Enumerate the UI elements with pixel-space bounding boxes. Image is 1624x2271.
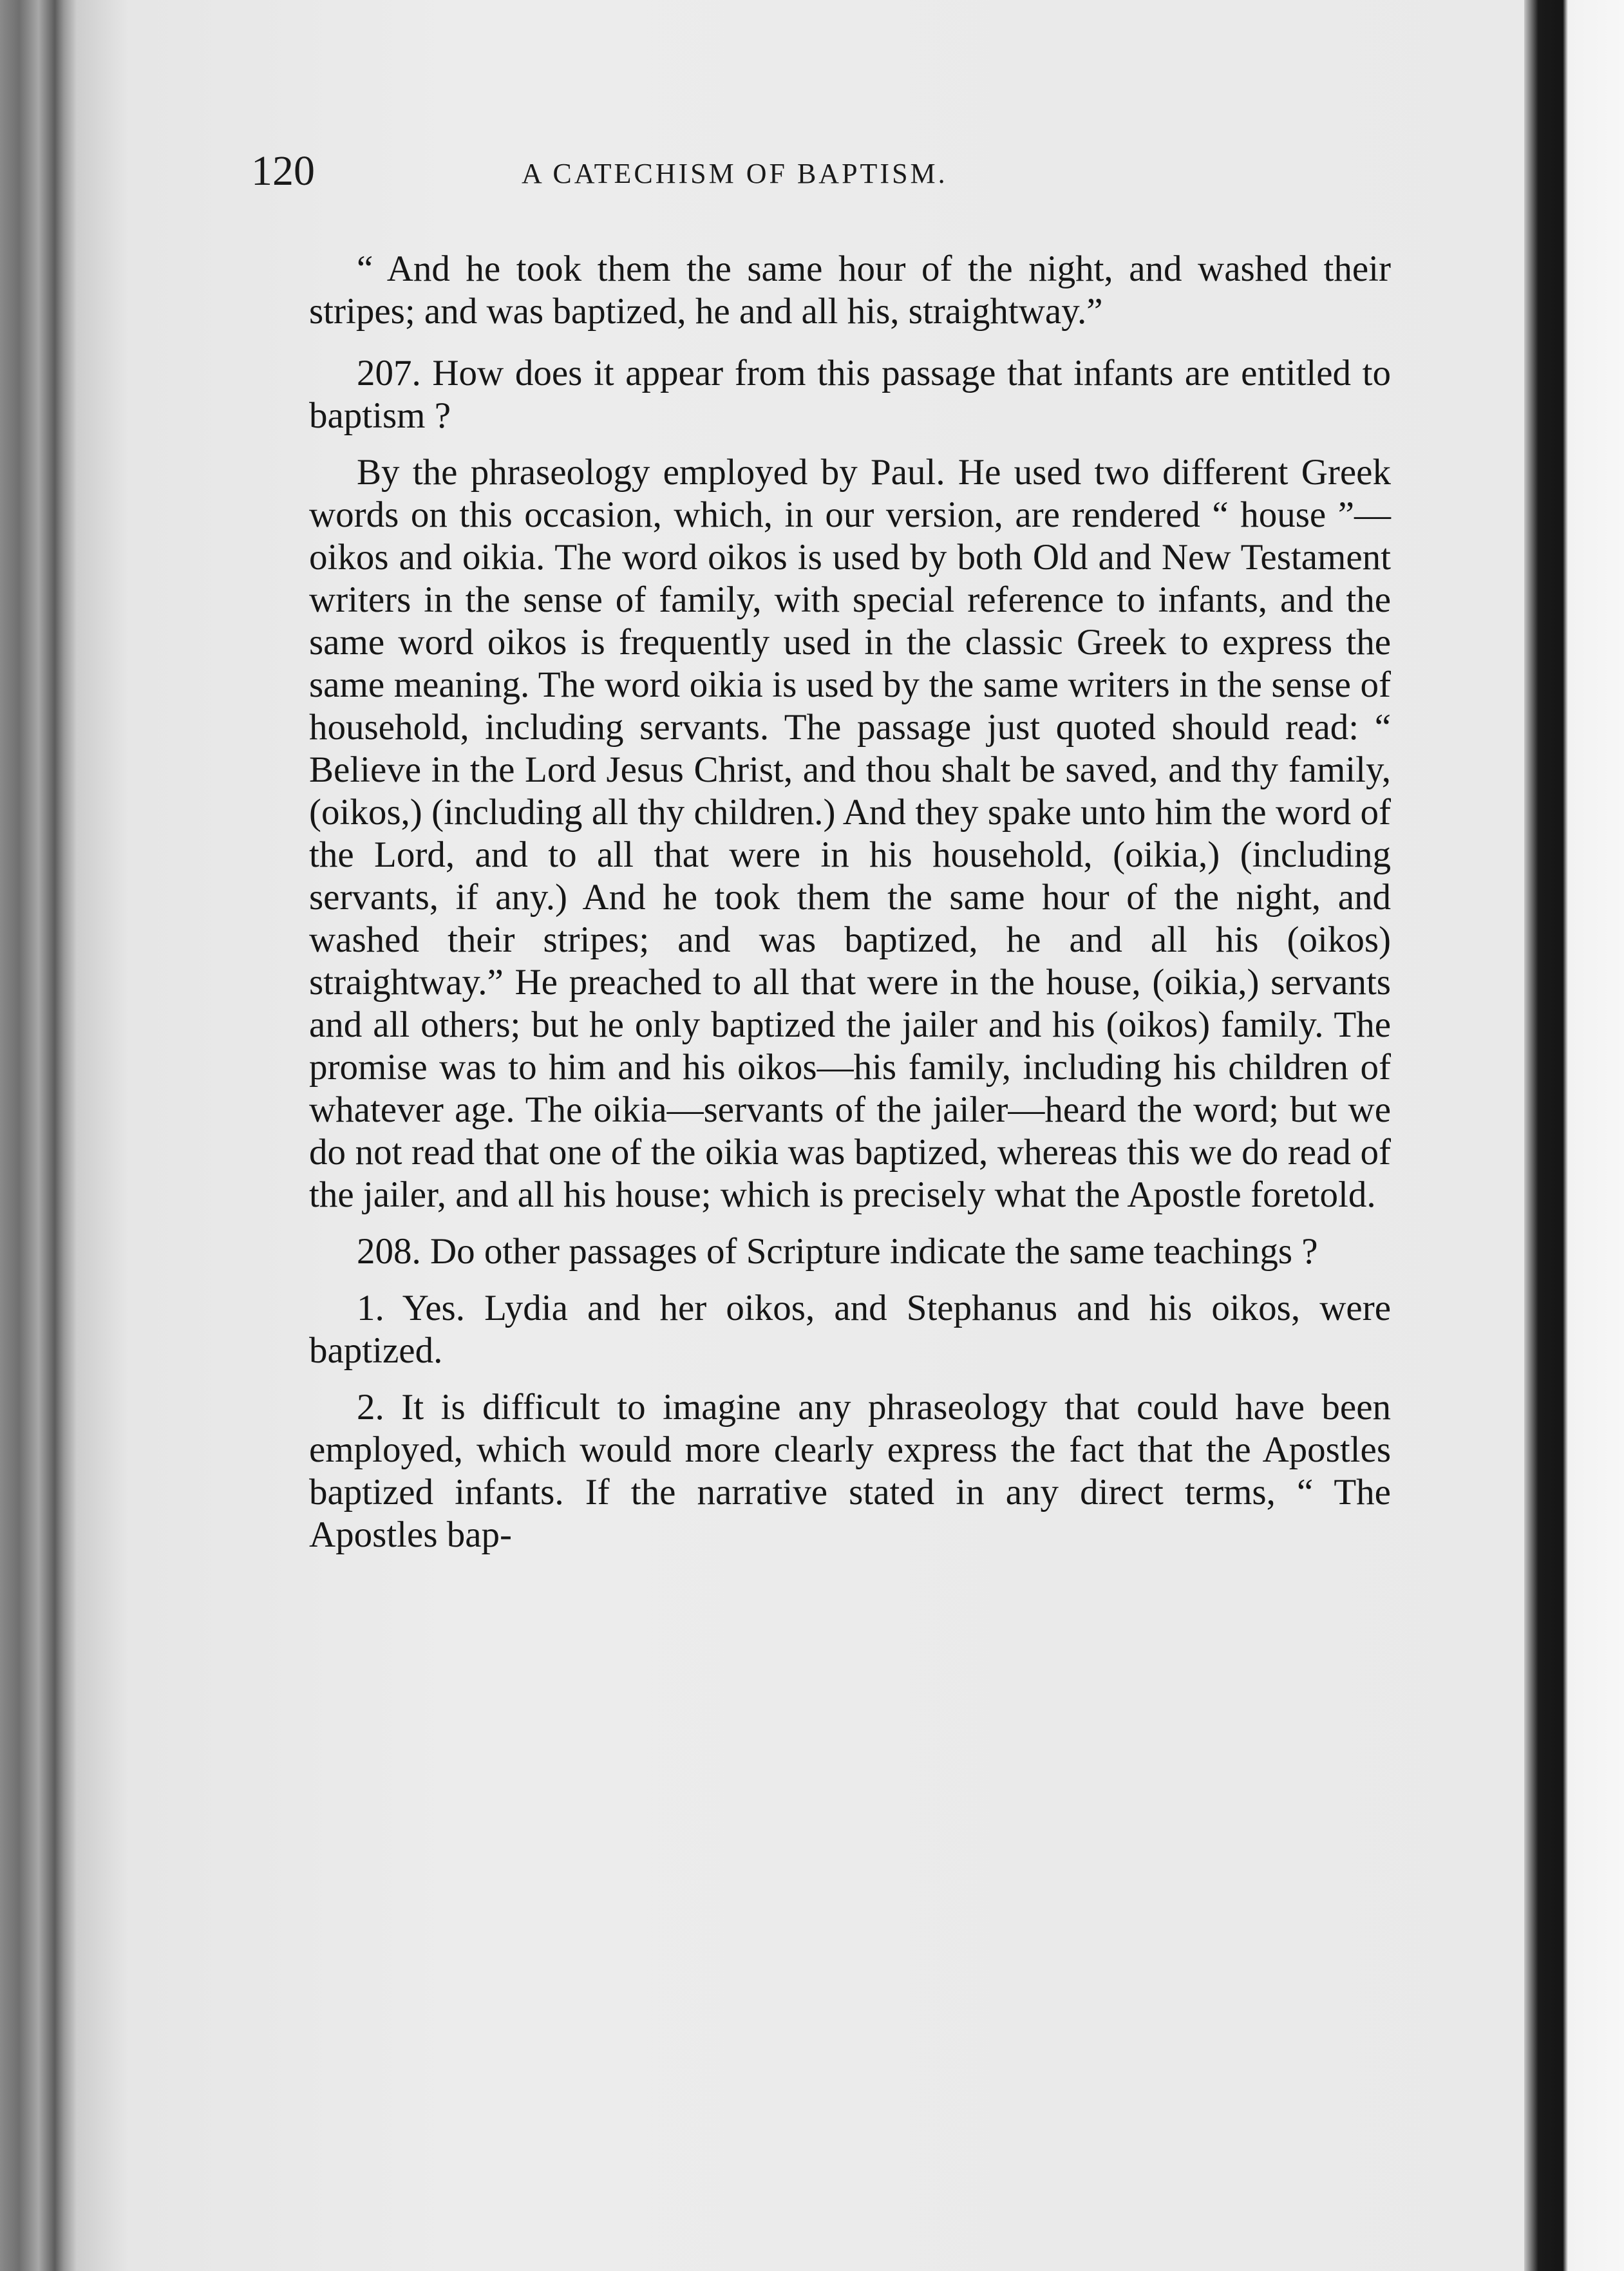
running-head: A CATECHISM OF BAPTISM. xyxy=(522,158,948,189)
page-right-edge xyxy=(1524,0,1624,2271)
answer-208-point-2: 2. It is difficult to imagine any phraseology that could have been employed, which would more clearly express the fact that the Apostles baptized infants. If the narrative stated in any direct terms, “ The Apostles bap- xyxy=(309,1387,1391,1555)
page-header xyxy=(251,147,1204,218)
body-text xyxy=(309,248,1391,1570)
answer-207: By the phraseology employed by Paul. He used two different Greek words on this occasion, which, in our version, are rendered “ house ”—oikos and oikia. The word oikos is used by both Old and New Testament writers in the sense of family, with special reference to infants, and the same word oikos is frequently used in the classic Greek to express the same meaning. The word oikia is used by the same writers in the sense of household, including servants. The passage just quoted should read: “ Believe in the Lord Jesus Christ, and thou shalt be saved, and thy family, (oikos,) (including all thy children.) And they spake unto him the word of the Lord, and to all that were in his household, (oikia,) (including servants, if any.) And he took them the same hour of the night, and washed their stripes; and was baptized, he and all his (oikos) straightway.” He preached to all that were in the house, (oikia,) servants and all others; but he only baptized the jailer and his (oikos) family. The promise was to him and his oikos—his family, including his children of whatever age. The oikia—servants of the jailer—heard the word; but we do not read that one of the oikia was baptized, whereas this we do read of the jailer, and all his house; which is precisely what the Apostle foretold. xyxy=(309,452,1391,1215)
question-208: 208. Do other passages of Scripture indicate the same teachings ? xyxy=(357,1231,1318,1272)
answer-208-point-1: 1. Yes. Lydia and her oikos, and Stephanus and his oikos, were baptized. xyxy=(309,1288,1391,1371)
page-number: 120 xyxy=(251,147,315,194)
question-207: 207. How does it appear from this passage that infants are entitled to baptism ? xyxy=(309,353,1391,436)
book-spine-edge xyxy=(0,0,77,2271)
paragraph-quote-end: “ And he took them the same hour of the night, and washed their stripes; and was baptized, he and all his, straightway.” xyxy=(309,249,1391,332)
